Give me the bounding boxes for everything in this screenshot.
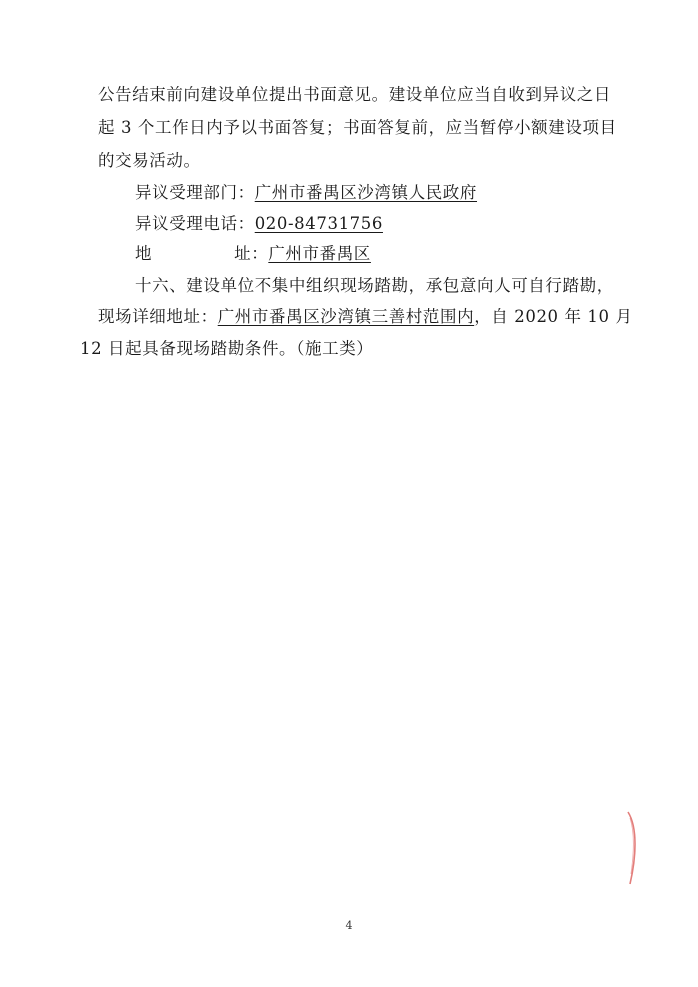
paragraph-line: 十六、建设单位不集中组织现场踏勘，承包意向人可自行踏勘， [135,276,614,295]
paragraph-line: 的交易活动。 [98,151,201,170]
objection-dept-row [135,183,477,203]
site-date-text: ，自 2020 年 10 月 [474,307,633,326]
address-value: 广州市番禺区 [268,244,371,263]
objection-phone-value: 020-84731756 [254,214,383,233]
paragraph-line: 起 3 个工作日内予以书面答复；书面答复前，应当暂停小额建设项目 [98,118,617,137]
site-address-label: 现场详细地址： [98,307,218,326]
paragraph-line: 公告结束前向建设单位提出书面意见。建设单位应当自收到异议之日 [98,85,611,104]
address-label-first: 地 [135,244,153,263]
objection-dept-value: 广州市番禺区沙湾镇人民政府 [254,183,478,202]
site-address-value: 广州市番禺区沙湾镇三善村范围内 [217,307,475,326]
objection-phone-label: 异议受理电话： [135,214,255,233]
objection-phone-row [135,214,383,234]
paragraph-line: 12 日起具备现场踏勘条件。（施工类） [80,339,374,358]
page-number: 4 [345,919,353,932]
address-label-second: 址： [234,244,269,263]
red-stamp-edge-mark [620,808,644,888]
objection-dept-label: 异议受理部门： [135,183,255,202]
address-row [135,244,371,264]
site-address-row [98,307,633,327]
